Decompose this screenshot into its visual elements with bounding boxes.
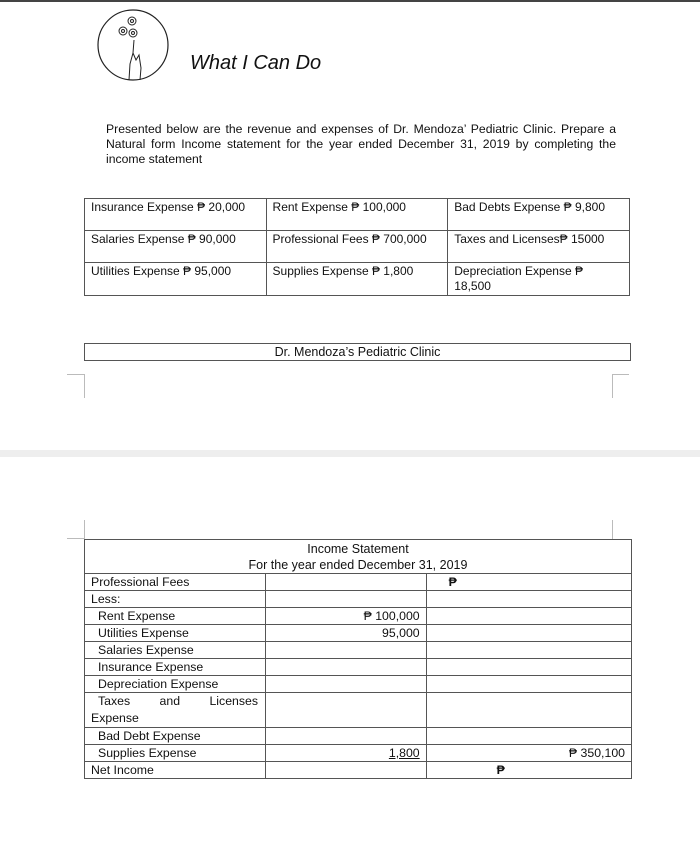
table-row bbox=[85, 591, 632, 608]
hand-with-gears-icon bbox=[96, 8, 170, 82]
amount-cell[interactable]: ₱ 100,000 bbox=[266, 608, 426, 625]
amount-cell[interactable] bbox=[266, 762, 426, 779]
margin-corner-mark bbox=[612, 374, 629, 375]
row-label: Professional Fees bbox=[85, 574, 266, 591]
table-cell: Professional Fees ₱ 700,000 bbox=[266, 231, 448, 263]
total-cell[interactable] bbox=[426, 625, 631, 642]
table-cell: Taxes and Licenses₱ 15000 bbox=[448, 231, 630, 263]
row-label: Rent Expense bbox=[85, 608, 266, 625]
table-row bbox=[85, 263, 630, 296]
income-statement-table bbox=[84, 539, 632, 779]
amount-cell[interactable] bbox=[266, 728, 426, 745]
amount-cell[interactable]: 1,800 bbox=[266, 745, 426, 762]
margin-corner-mark bbox=[612, 374, 613, 398]
amount-cell[interactable]: 95,000 bbox=[266, 625, 426, 642]
row-label: Insurance Expense bbox=[85, 659, 266, 676]
statement-title: Income Statement bbox=[307, 542, 409, 556]
amount-cell[interactable] bbox=[266, 642, 426, 659]
total-cell[interactable]: ₱ bbox=[426, 762, 631, 779]
table-row bbox=[85, 728, 632, 745]
table-cell: Supplies Expense ₱ 1,800 bbox=[266, 263, 448, 296]
section-title: What I Can Do bbox=[190, 52, 322, 74]
margin-corner-mark bbox=[67, 374, 84, 375]
row-label: Taxes and Licenses Expense bbox=[85, 693, 266, 728]
table-cell: Utilities Expense ₱ 95,000 bbox=[85, 263, 267, 296]
margin-corner-mark bbox=[84, 520, 85, 539]
row-label: Depreciation Expense bbox=[85, 676, 266, 693]
table-row bbox=[85, 199, 630, 231]
row-label: Net Income bbox=[85, 762, 266, 779]
table-row bbox=[85, 608, 632, 625]
margin-corner-mark bbox=[67, 538, 84, 539]
table-header-row bbox=[85, 540, 632, 574]
page-break bbox=[0, 450, 700, 457]
row-label: Salaries Expense bbox=[85, 642, 266, 659]
table-header bbox=[85, 540, 632, 574]
row-label: Supplies Expense bbox=[85, 745, 266, 762]
total-cell[interactable] bbox=[426, 659, 631, 676]
amount-cell[interactable] bbox=[266, 574, 426, 591]
total-cell[interactable]: ₱ bbox=[426, 574, 631, 591]
amount-cell[interactable] bbox=[266, 676, 426, 693]
margin-corner-mark bbox=[84, 374, 85, 398]
table-cell: Rent Expense ₱ 100,000 bbox=[266, 199, 448, 231]
row-label: Bad Debt Expense bbox=[85, 728, 266, 745]
table-cell: Salaries Expense ₱ 90,000 bbox=[85, 231, 267, 263]
table-row bbox=[85, 762, 632, 779]
total-cell[interactable] bbox=[426, 728, 631, 745]
top-border bbox=[0, 0, 700, 2]
row-label: Utilities Expense bbox=[85, 625, 266, 642]
table-row bbox=[85, 642, 632, 659]
table-row bbox=[85, 745, 632, 762]
amount-cell[interactable] bbox=[266, 591, 426, 608]
table-row bbox=[85, 693, 632, 728]
total-cell[interactable]: ₱ 350,100 bbox=[426, 745, 631, 762]
amount-cell[interactable] bbox=[266, 659, 426, 676]
total-cell[interactable] bbox=[426, 676, 631, 693]
table-row bbox=[85, 574, 632, 591]
total-cell[interactable] bbox=[426, 642, 631, 659]
table-row bbox=[85, 625, 632, 642]
total-cell[interactable] bbox=[426, 608, 631, 625]
total-cell[interactable] bbox=[426, 591, 631, 608]
margin-corner-mark bbox=[612, 520, 613, 539]
given-data-table bbox=[84, 198, 630, 296]
instructions-text: Presented below are the revenue and expenses of Dr. Mendoza’ Pediatric Clinic. Prepare a Natural form Income statement for the year ended December 31, 2019 by completing the income statement bbox=[106, 122, 616, 166]
table-cell: Bad Debts Expense ₱ 9,800 bbox=[448, 199, 630, 231]
table-cell: Depreciation Expense ₱ 18,500 bbox=[448, 263, 630, 296]
total-cell[interactable] bbox=[426, 693, 631, 728]
table-cell: Insurance Expense ₱ 20,000 bbox=[85, 199, 267, 231]
table-row bbox=[85, 659, 632, 676]
table-row bbox=[85, 676, 632, 693]
table-row bbox=[85, 231, 630, 263]
row-label: Less: bbox=[85, 591, 266, 608]
amount-cell[interactable] bbox=[266, 693, 426, 728]
clinic-name-box: Dr. Mendoza’s Pediatric Clinic bbox=[84, 343, 631, 361]
statement-period: For the year ended December 31, 2019 bbox=[248, 558, 468, 572]
